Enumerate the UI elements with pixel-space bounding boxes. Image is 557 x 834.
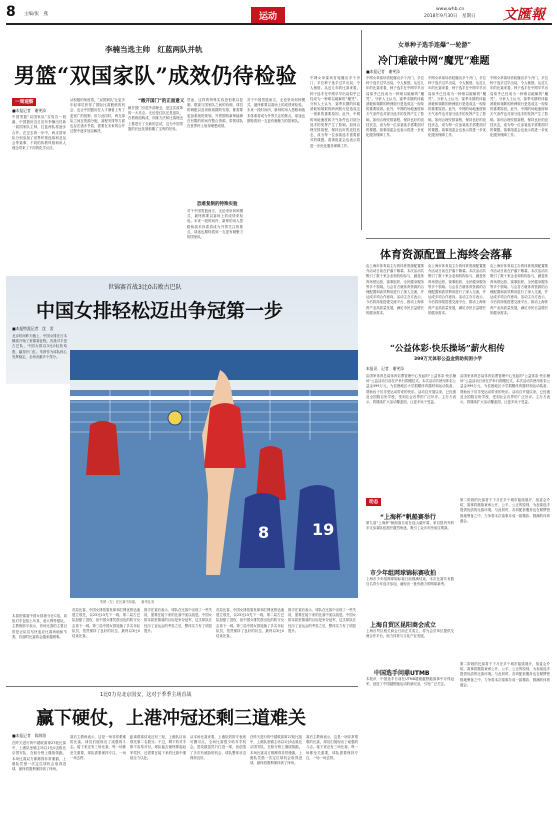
- soccer-body-4: 从本场比赛来看，上港队的防守表现可圈可点，全场比赛很少给对手机会。进攻端虽然只打进一球，但创造了多次有威胁的机会，球队整体状态保持良好。: [190, 735, 246, 760]
- fitness-headline: “公益体彩·快乐操场”薪火相传: [390, 344, 505, 354]
- volleyball-body-1: 北京时间昨天晚上，中国女排在日本横滨开始了世锦赛征程。首战对手是古巴队，中国女排以3比0轻松取胜，赢得开门红。朱婷作为球队核心发挥稳定，全场贡献多个得分。: [12, 334, 67, 359]
- right-column-1: 第二阶段的比赛将于下月在多个城市陆续展开，组委会介绍，赛事将继续秉承公开、公平、公正的原则，为参赛选手提供优质的比赛环境。与此同时，各项配套服务也在紧锣密鼓地筹备之中，力争将本次赛事办成一届精彩、圆满的体育盛会。: [460, 498, 550, 523]
- soccer-rule: [6, 686, 358, 687]
- basketball-subhead-1: “敞开国门”的正面意义: [138, 99, 185, 104]
- svg-text:19: 19: [312, 520, 335, 539]
- tennis-body-1: 中网女单赛场首轮爆出多个冷门，多位种子选手过早出局，令人惋惜。从近几年的比赛来看，种子选手在中网早早出局似乎已经成为一种难以破解的“魔咒”。分析人士认为，赛季末期的体能消耗和频繁的跨洲旅行是造成这一现象的重要原因。此外，中网的场地速度和天气条件也对部分选手的发挥产生了影响。如何合理安排赛程、保持良好的竞技状态，成为每一位参赛选手需要面对的课题。赛事组委会也表示将进一步优化服务保障工作。: [310, 76, 360, 148]
- brief-title-1: “上海杯”帆船赛举行: [380, 514, 436, 521]
- fitness-body-1: 由国家体育总局体育彩票管理中心发起的“公益体彩·快乐操场”公益活动日前在沪举行捐赠仪式。本次活动共使用体彩公益金399万元，为贫困地区小学捐赠体育器材和运动装备，帮助孩子们享受运动带来的快乐。活动自开展以来，已经惠及全国数百所学校，受到社会各界的广泛好评。主办方表示，将继续扩大活动覆盖面，让更多孩子受益。: [366, 374, 456, 405]
- basketball-body-6: 对于中国男篮而言，无论采用何种模式，最终都要以赛场上的成绩来检验。未来一段时间内，新帅的用人思路和战术体系将成为外界关注的焦点，球迷也期待看到一支更有凝聚力的国家队。: [247, 98, 305, 123]
- venue-body-2: 由上海市体育局主办的体育资源配置推介活动日前在沪落下帷幕。本次活动共吸引了数十家企业和机构参与，涵盖体育场馆运营、赛事组织、全民健身服务等多个领域。与会各方就体育资源的合理配置和高效利用进行了深入交流，并达成多项合作意向。活动主办方表示，今后将持续搭建交流平台，推动上海体育产业高质量发展，满足市民日益增长的健身需求。: [428, 264, 486, 315]
- page-number: 8: [6, 4, 16, 20]
- brief-body-2: 上海市少年组网球锦标赛日前圆满结束，本次比赛共有数百名青少年选手参加，涌现出一批有潜力的网球新秀。: [366, 577, 454, 587]
- brief-body-1: 第九届“上海杯”帆船赛日前在淀山湖开幕，来自国内外的多支参赛队伍展开激烈角逐，吸引了众多市民前往观赛。: [366, 521, 454, 531]
- tennis-kicker: 女单种子选手连爆“一轮游”: [398, 42, 471, 49]
- website: www.whb.cn: [436, 7, 465, 12]
- volleyball-body-2: 本届世锦赛中国女排被分在C组，同组对手包括土耳其、意大利等强队。主教练郎平表示，首场比赛的主要目的是让队员尽快适应比赛场地和节奏，后面的比赛将会越来越困难。: [12, 614, 67, 639]
- volleyball-byline: ■本报特派记者 沈 雷: [12, 326, 54, 331]
- basketball-subhead-2: 恐难复制的特殊实验: [197, 202, 238, 207]
- soccer-series: 1比0力克北京国安，这对于季季主场首战: [100, 692, 192, 698]
- brief-title-4: 中国选手问鼎UTMB: [374, 670, 430, 677]
- venue-body-3: 由上海市体育局主办的体育资源配置推介活动日前在沪落下帷幕。本次活动共吸引了数十家企业和机构参与，涵盖体育场馆运营、赛事组织、全民健身服务等多个领域。与会各方就体育资源的合理配置和高效利用进行了深入交流，并达成多项合作意向。活动主办方表示，今后将持续搭建交流平台，推动上海体育产业高质量发展，满足市民日益增长的健身需求。: [490, 264, 548, 315]
- section-tab: 运动: [251, 7, 285, 24]
- briefs-tag: 动态: [366, 498, 381, 506]
- brief-body-4: 本报讯 中国选手日前在UTMB超级越野跑赛事中夺得冠军，创造了中国越野跑运动的新纪录，引发广泛关注。: [366, 677, 454, 687]
- tennis-body-2: 中网女单赛场首轮爆出多个冷门，多位种子选手过早出局，令人惋惜。从近几年的比赛来看，种子选手在中网早早出局似乎已经成为一种难以破解的“魔咒”。分析人士认为，赛季末期的体能消耗和频繁的跨洲旅行是造成这一现象的重要原因。此外，中网的场地速度和天气条件也对部分选手的发挥产生了影响。如何合理安排赛程、保持良好的竞技状态，成为每一位参赛选手需要面对的课题。赛事组委会也表示将进一步优化服务保障工作。: [366, 76, 424, 138]
- editor-info: 主编/张 燕: [24, 12, 49, 17]
- volleyball-body-5: 首局比赛，中国女排依靠发球和拦网优势迅速建立领先，以25比15先下一城。第二局古巴队加强了进攻，但中国女排凭借出色的防守反击再下一城。第三局中国女排轮换了多名年轻队员，依然保持了良好的状态，最终以3比0结束比赛。: [216, 608, 284, 639]
- venue-rule: [366, 238, 550, 239]
- brief-title-3: 上海自贸区昆阳商会成立: [370, 622, 437, 629]
- venue-body-1: 由上海市体育局主办的体育资源配置推介活动日前在沪落下帷幕。本次活动共吸引了数十家企业和机构参与，涵盖体育场馆运营、赛事组织、全民健身服务等多个领域。与会各方就体育资源的合理配置和高效利用进行了深入交流，并达成多项合作意向。活动主办方表示，今后将持续搭建交流平台，推动上海体育产业高质量发展，满足市民日益增长的健身需求。: [366, 264, 424, 315]
- venue-headline: 体育资源配置上海终会落幕: [380, 248, 512, 261]
- tennis-body-3: 中网女单赛场首轮爆出多个冷门，多位种子选手过早出局，令人惋惜。从近几年的比赛来看，种子选手在中网早早出局似乎已经成为一种难以破解的“魔咒”。分析人士认为，赛季末期的体能消耗和频繁的跨洲旅行是造成这一现象的重要原因。此外，中网的场地速度和天气条件也对部分选手的发挥产生了影响。如何合理安排赛程、保持良好的竞技状态，成为每一位参赛选手需要面对的课题。赛事组委会也表示将进一步优化服务保障工作。: [428, 76, 486, 138]
- soccer-body-3: 距离联赛结束还有三轮，上港队目前领先第二名数分。不过，剩下的对手都不容易对付，球队能否最终捧起冠军奖杯，还需要在接下来的比赛中继续全力以赴。: [130, 735, 186, 760]
- weekly-observation-tag: 一周观察: [12, 98, 36, 106]
- basketball-body-2: 从积极的角度看，“双国家队”让更多年轻球员获得了国际比赛锻炼的机会，也让中国篮协在人才储备上有了更宽广的视野。但与此同时，两支球队之间在资源分配、赛程安排等方面也存在诸多矛盾，需要在未来的合并过程中逐步加以解决。: [70, 98, 125, 134]
- fitness-byline: 本报讯 记者 谢笑添: [366, 366, 404, 371]
- soccer-body-6: 赛后主教练表示，这是一场非常艰难的比赛，球员们展现出了顽强的斗志。接下来还有三场比赛，每一场都至关重要，球队需要保持专注，一场一场去拼。: [306, 735, 358, 760]
- volleyball-headline: 中国女排轻松迈出争冠第一步: [36, 300, 284, 322]
- basketball-body-4: 然而，这样的特殊实验恐怕难以复制。联赛与国家队之间的协调、球员的调配以及训练周期的安排，都需要更加系统的规划。外界期待新帅能够在有限的时间内整合资源，带领球队在世界杯上取得理想成绩。: [187, 98, 243, 129]
- paper-logo: 文匯報: [503, 7, 545, 23]
- soccer-byline: ■本报记者 陈海翔: [12, 733, 46, 738]
- volleyball-photo-caption: 朱婷（左）在比赛中扣球。 新华社发: [100, 600, 155, 604]
- volleyball-series: 世锦赛首战3比0击败古巴队: [108, 284, 182, 291]
- column-divider: [361, 30, 362, 230]
- tennis-body-4: 中网女单赛场首轮爆出多个冷门，多位种子选手过早出局，令人惋惜。从近几年的比赛来看，种子选手在中网早早出局似乎已经成为一种难以破解的“魔咒”。分析人士认为，赛季末期的体能消耗和频繁的跨洲旅行是造成这一现象的重要原因。此外，中网的场地速度和天气条件也对部分选手的发挥产生了影响。如何合理安排赛程、保持良好的竞技状态，成为每一位参赛选手需要面对的课题。赛事组委会也表示将进一步优化服务保障工作。: [490, 76, 548, 138]
- soccer-body-1: 在昨天进行的中超联赛第27轮比赛中，上港队坐镇主场以1比0击败北京国安队，在积分榜上继续领跑。本场比赛双方都踢得非常谨慎，上港队凭借一次定位球机会取得进球，最终将胜利保持到了终场。: [12, 741, 66, 772]
- volleyball-body-6: 郎平在赛后表示，球队在比赛中出现了一些失误，需要在接下来的比赛中加以改进。中国女排本届世锦赛的目标是争夺冠军，这支球队在经历了亚运会的考验之后，整体实力有了明显提升。: [288, 608, 356, 633]
- fitness-body-2: 由国家体育总局体育彩票管理中心发起的“公益体彩·快乐操场”公益活动日前在沪举行捐赠仪式。本次活动共使用体彩公益金399万元，为贫困地区小学捐赠体育器材和运动装备，帮助孩子们享受运动带来的快乐。活动自开展以来，已经惠及全国数百所学校，受到社会各界的广泛好评。主办方表示，将继续扩大活动覆盖面，让更多孩子受益。: [460, 374, 550, 405]
- basketball-body-3: 敞开国门引进外部理念，是这次改革的一大亮点。无论是红队还是蓝队，在教练组构成、训练方法和比赛理念上都进行了全新的尝试，这为中国男篮的长远发展积累了宝贵的经验。: [128, 106, 183, 131]
- brief-title-2: 市少年组网球锦标赛收拍: [370, 570, 437, 577]
- tennis-headline: 冷门难破中网“魔咒”难题: [378, 56, 490, 67]
- fitness-subhead: 399万元体彩公益金资助贫困小学: [414, 357, 482, 362]
- volleyball-body-3: 首局比赛，中国女排依靠发球和拦网优势迅速建立领先，以25比15先下一城。第二局古巴队加强了进攻，但中国女排凭借出色的防守反击再下一城。第三局中国女排轮换了多名年轻队员，依然保持了良好的状态，最终以3比0结束比赛。: [72, 608, 140, 639]
- volleyball-body-4: 郎平在赛后表示，球队在比赛中出现了一些失误，需要在接下来的比赛中加以改进。中国女排本届世锦赛的目标是争夺冠军，这支球队在经历了亚运会的考验之后，整体实力有了明显提升。: [144, 608, 212, 633]
- basketball-body-5: 对于中国男篮而言，无论采用何种模式，最终都要以赛场上的成绩来检验。未来一段时间内，新帅的用人思路和战术体系将成为外界关注的焦点，球迷也期待看到一支更有凝聚力的国家队。: [187, 209, 243, 240]
- basketball-body-1: 中国男篮“双国家队”实验告一段落，中国篮协近日宣布李楠出任新一届国家队主帅，红蓝两队将逐步合并。在过去的一年中，两支国家队分别参加了世界杯预选赛和亚运会等赛事，不同的执教风格和用人理念带来了不同的化学反应。: [12, 115, 66, 151]
- soccer-headline: 赢下硬仗，上港冲冠还剩三道难关: [36, 708, 306, 729]
- basketball-byline: ■本报记者 谢笑添: [12, 108, 46, 113]
- soccer-body-2: 赛后主教练表示，这是一场非常艰难的比赛，球员们展现出了顽强的斗志。接下来还有三场比赛，每一场都至关重要，球队需要保持专注，一场一场去拼。: [70, 735, 126, 760]
- basketball-kicker: 李楠当选主帅 红蓝两队并轨: [105, 45, 203, 54]
- brief-body-3: 上海自贸区相关商会日前正式成立，将为会员单位提供交流合作平台，助力体育与文化产业发展。: [366, 629, 454, 639]
- svg-text:8: 8: [258, 523, 270, 542]
- soccer-body-5: 在昨天进行的中超联赛第27轮比赛中，上港队坐镇主场以1比0击败北京国安队，在积分榜上继续领跑。本场比赛双方都踢得非常谨慎，上港队凭借一次定位球机会取得进球，最终将胜利保持到了终场。: [250, 735, 302, 766]
- basketball-headline: 男篮“双国家队”成效仍待检验: [14, 63, 298, 88]
- date-line: 2018年9月30日 星期日: [424, 14, 476, 19]
- volleyball-photo: [70, 330, 358, 598]
- tennis-byline: ■本报记者 谢笑添: [366, 69, 400, 74]
- right-column-2: 第二阶段的比赛将于下月在多个城市陆续展开，组委会介绍，赛事将继续秉承公开、公平、公正的原则，为参赛选手提供优质的比赛环境。与此同时，各项配套服务也在紧锣密鼓地筹备之中，力争将本次赛事办成一届精彩、圆满的体育盛会。: [460, 662, 550, 687]
- masthead-rule: [6, 23, 552, 25]
